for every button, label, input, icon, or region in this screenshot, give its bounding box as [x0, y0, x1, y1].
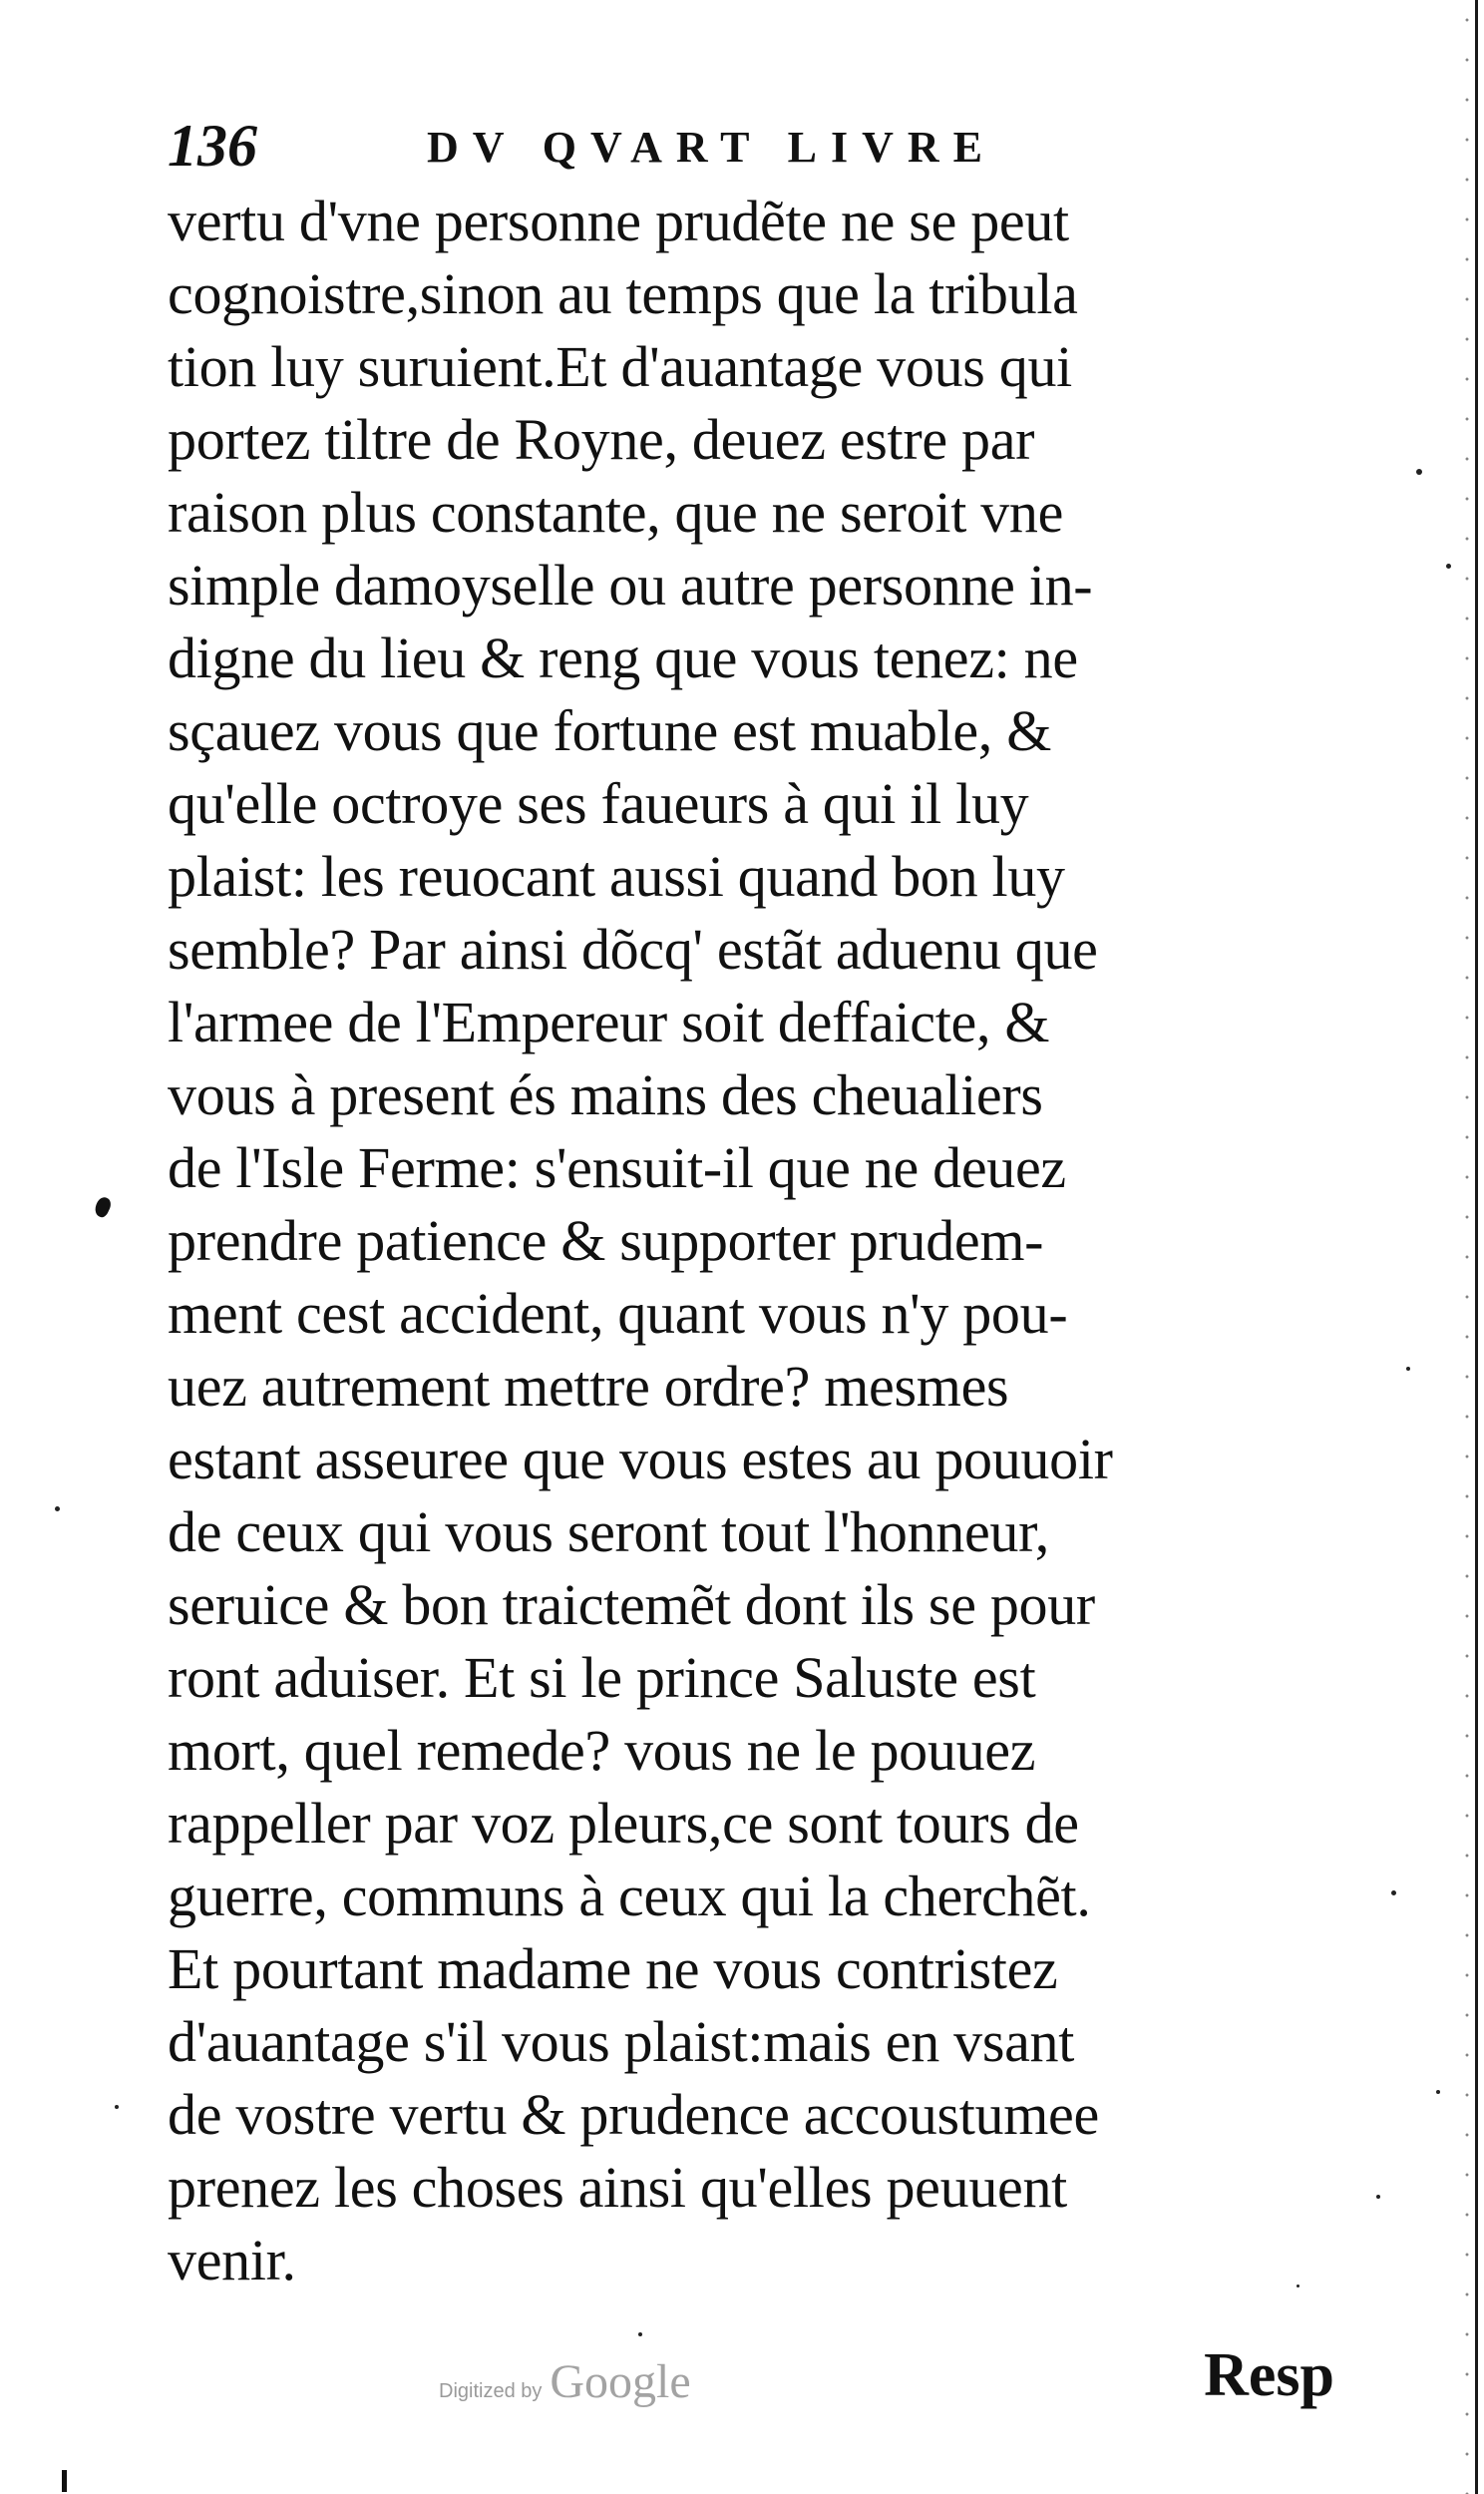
ink-speck: [1376, 2195, 1380, 2199]
text-line: simple damoyselle ou autre personne in-: [168, 553, 1093, 618]
text-line: de ceux qui vous seront tout l'honneur,: [168, 1499, 1049, 1564]
page-header: [168, 110, 1205, 182]
edge-noise: [1464, 0, 1470, 2494]
page-edge: [1475, 0, 1478, 2494]
margin-mark: [62, 2470, 67, 2492]
text-line: venir.: [168, 2228, 296, 2292]
ink-speck: [1446, 564, 1451, 569]
ink-speck: [1436, 2090, 1440, 2094]
text-line: ront aduiser. Et si le prince Saluste est: [168, 1645, 1036, 1710]
text-line: portez tiltre de Royne, deuez estre par: [168, 407, 1035, 472]
text-line: rappeller par voz pleurs,ce sont tours de: [168, 1791, 1079, 1856]
text-line: digne du lieu & reng que vous tenez: ne: [168, 625, 1078, 690]
text-line: de l'Isle Ferme: s'ensuit-il que ne deuez: [168, 1135, 1066, 1200]
text-line: uez autrement mettre ordre? mesmes: [168, 1354, 1009, 1419]
ink-blot: [92, 1195, 113, 1219]
text-line: raison plus constante, que ne seroit vne: [168, 480, 1064, 545]
text-line: prendre patience & supporter prudem-: [168, 1208, 1044, 1273]
ink-speck: [1416, 469, 1422, 475]
text-line: estant asseuree que vous estes au pouuoir: [168, 1427, 1113, 1491]
digitized-watermark: [439, 2354, 691, 2414]
text-line: prenez les choses ainsi qu'elles peuuent: [168, 2155, 1067, 2220]
text-line: sçauez vous que fortune est muable, &: [168, 698, 1052, 763]
ink-speck: [638, 2332, 642, 2336]
text-line: d'auantage s'il vous plaist:mais en vsant: [168, 2009, 1075, 2074]
ink-speck: [115, 2105, 119, 2109]
body-text: [168, 185, 1364, 2296]
text-line: plaist: les reuocant aussi quand bon luy: [168, 844, 1065, 909]
running-head: DV QVART LIVRE: [427, 123, 997, 172]
page-number: 136: [168, 113, 257, 179]
text-line: tion luy suruient.Et d'auantage vous qui: [168, 334, 1072, 399]
watermark-prefix: Digitized by: [439, 2380, 543, 2402]
text-line: ment cest accident, quant vous n'y pou-: [168, 1281, 1068, 1346]
ink-speck: [1391, 1890, 1396, 1895]
text-line: seruice & bon traictemẽt dont ils se pour: [168, 1572, 1095, 1637]
text-line: mort, quel remede? vous ne le pouuez: [168, 1718, 1036, 1783]
ink-speck: [1297, 2285, 1299, 2287]
text-line: vertu d'vne personne prudẽte ne se peut: [168, 189, 1069, 253]
watermark-brand: Google: [550, 2355, 691, 2408]
text-line: Et pourtant madame ne vous contristez: [168, 1936, 1058, 2001]
text-line: qu'elle octroye ses faueurs à qui il luy: [168, 771, 1029, 836]
ink-speck: [1406, 1367, 1410, 1371]
text-line: vous à present és mains des cheualiers: [168, 1062, 1043, 1127]
text-line: guerre, communs à ceux qui la cherchẽt.: [168, 1864, 1091, 1928]
text-line: semble? Par ainsi dõcq' estãt aduenu que: [168, 917, 1098, 982]
text-line: l'armee de l'Empereur soit deffaicte, &: [168, 990, 1050, 1054]
ink-speck: [55, 1506, 60, 1511]
catchword: Resp: [1204, 2341, 1334, 2409]
text-line: de vostre vertu & prudence accoustumee: [168, 2082, 1099, 2147]
text-line: cognoistre,sinon au temps que la tribula: [168, 261, 1078, 326]
